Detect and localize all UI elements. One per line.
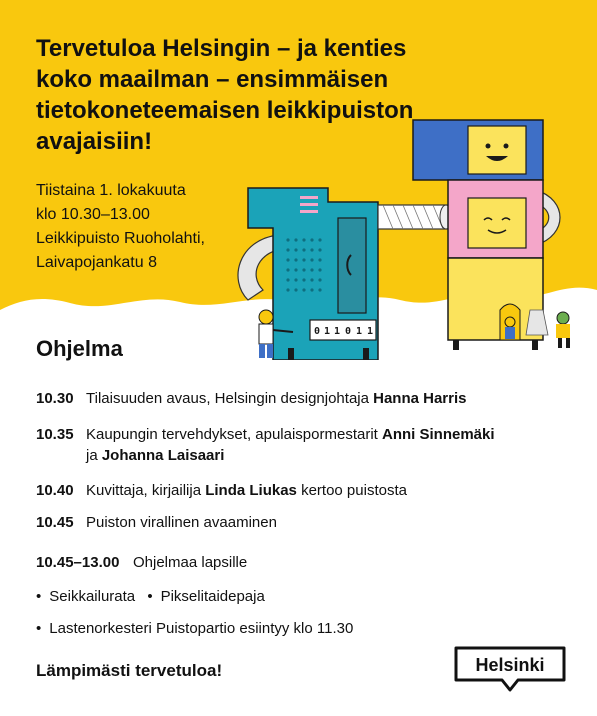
bullet-line xyxy=(36,586,265,607)
stacked-monitor-tower xyxy=(413,120,543,350)
bullet-item: Pikselitaidepaja xyxy=(160,588,265,605)
counter-digit: 1 xyxy=(324,326,331,337)
program-time: 10.30 xyxy=(36,390,74,407)
program-item xyxy=(36,512,556,533)
counter-digit: 0 xyxy=(345,326,352,337)
program-time: 10.40 xyxy=(36,482,74,499)
program-description: Puiston virallinen avaaminen xyxy=(86,514,277,531)
bullet-item: Seikkailurata xyxy=(49,588,136,605)
event-address: Laivapojankatu 8 xyxy=(36,254,157,271)
program-description: Kaupungin tervehdykset, apulaispormestarit Anni Sinnemäki ja Johanna Laisaari xyxy=(86,426,495,464)
program-item xyxy=(36,424,556,466)
program-heading: Ohjelma xyxy=(36,336,123,361)
headline: Tervetuloa Helsingin – ja kenties koko maailman – ensimmäisen tietokoneteemaisen leikkipuiston avajaisiin! xyxy=(36,35,414,155)
counter-digit: 1 xyxy=(334,326,341,337)
program-description: Ohjelmaa lapsille xyxy=(133,554,248,571)
helsinki-logo xyxy=(452,644,568,694)
counter-digit: 1 xyxy=(367,326,374,337)
bullet-line xyxy=(36,618,353,639)
program-item xyxy=(36,552,597,573)
program-item xyxy=(36,480,556,501)
bullet-icon: • xyxy=(147,588,153,605)
program-item xyxy=(36,388,556,409)
program-time: 10.35 xyxy=(36,426,74,443)
counter-digit: 0 xyxy=(314,326,321,337)
counter-digit: 1 xyxy=(356,326,363,337)
tube-connector xyxy=(378,205,452,229)
closing-text: Lämpimästi tervetuloa! xyxy=(36,661,223,680)
event-place: Leikkipuisto Ruoholahti, xyxy=(36,230,205,247)
event-time: klo 10.30–13.00 xyxy=(36,206,150,223)
bullet-icon: • xyxy=(36,588,42,605)
program-description: Tilaisuuden avaus, Helsingin designjohtaja Hanna Harris xyxy=(86,390,467,407)
event-day: Tiistaina 1. lokakuuta xyxy=(36,182,186,199)
bullet-icon: • xyxy=(36,620,42,637)
program-time: 10.45–13.00 xyxy=(36,554,120,571)
playground-illustration xyxy=(218,110,588,360)
logo-text: Helsinki xyxy=(475,655,545,675)
event-info xyxy=(36,179,205,275)
program-time: 10.45 xyxy=(36,514,74,531)
program-description: Kuvittaja, kirjailija Linda Liukas kertoo puistosta xyxy=(86,482,407,499)
bullet-item: Lastenorkesteri Puistopartio esiintyy klo 11.30 xyxy=(49,620,354,637)
